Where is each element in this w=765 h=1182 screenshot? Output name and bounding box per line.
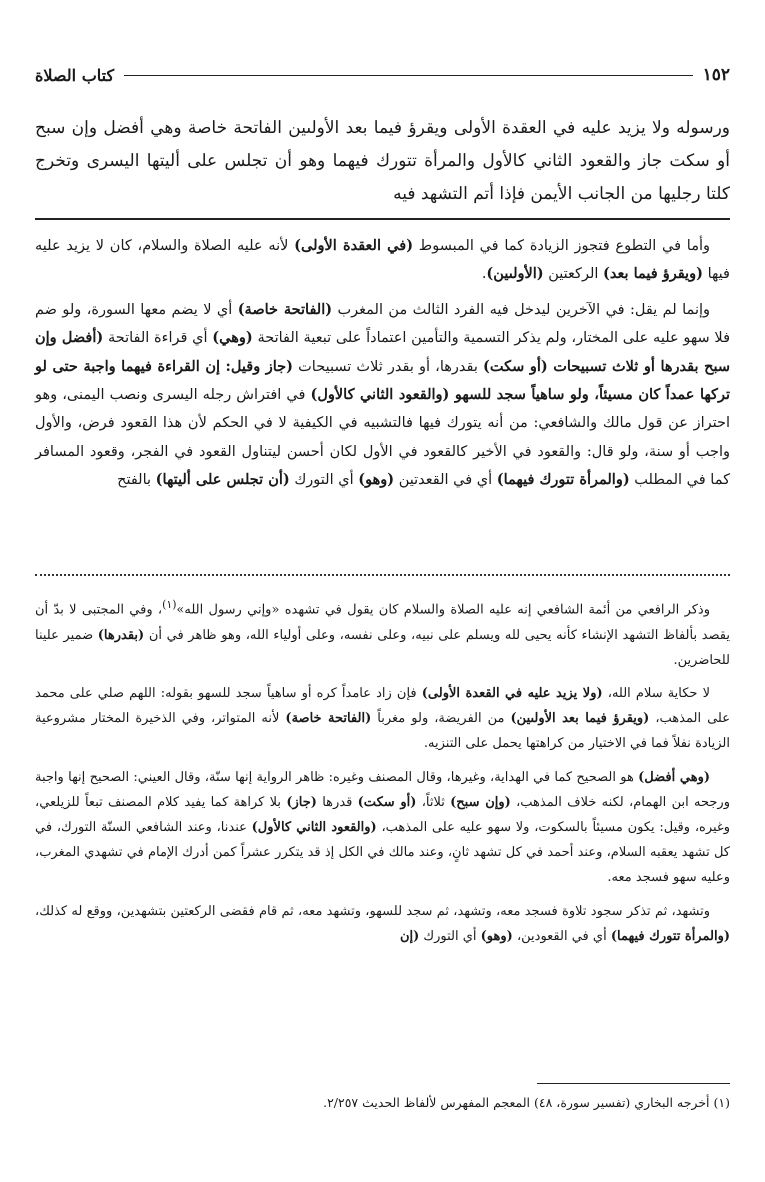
text-run: ضمير علينا للحاضرين. (35, 627, 730, 668)
emphasized-quote: (وهو) (358, 471, 395, 489)
emphasized-quote: (أفضل وإن سبح بقدرها أو ثلاث تسبيحات (أو سكت) (35, 329, 730, 375)
text-run: لأنه المتواتر، وفي الذخيرة المختار مشروعية الزيادة نفلاً فما في الاختيار من كراهتها يحمل على التنزيه. (35, 711, 730, 752)
text-run: أي التورك (289, 472, 359, 489)
emphasized-quote: (الأولىين) (486, 265, 544, 283)
page-header (35, 62, 730, 88)
text-run: أي قراءة الفاتحة (103, 330, 213, 347)
text-run: لأنه عليه الصلاة والسلام، كان لا يزيد عليه فيها (35, 238, 730, 283)
emphasized-quote: (ويقرؤ فيما بعد الأولىين) (510, 711, 650, 727)
commentary (35, 232, 730, 502)
text-run: هو الصحيح كما في الهداية، وغيرها، وقال المصنف وغيره: ظاهر الرواية إنها سنّة، وقال العيني: الصحيح إنها واجبة ورجحه ابن الهمام، لكنه خلاف المذهب، (35, 769, 730, 810)
emphasized-quote: (الفاتحة خاصة) (237, 300, 333, 318)
text-run: من الفريضة، ولو مغرباً (371, 711, 511, 727)
emphasized-quote: (إن (399, 928, 420, 944)
hashiya-paragraph (35, 765, 730, 891)
emphasized-quote: (والقعود الثاني كالأول) (251, 819, 377, 835)
text-run: الركعتين (543, 266, 604, 283)
text-run: ، وفي المجتبى لا بدّ أن يقصد بألفاظ التشهد الإنشاء كأنه يحيى لله ويسلم على نبيه، وعلى نفسه، وعلى أولياء الله، وهو ظاهر في أن (35, 602, 730, 643)
text-run: وأما في التطوع فتجوز الزيادة كما في المبسوط (413, 238, 711, 254)
text-run: بالفتح (117, 472, 156, 489)
text-run: ثلاثاً، (416, 794, 451, 810)
text-run: فإن زاد عامداً كره أو ساهياً سجد للسهو بقوله: اللهم صلي على محمد على المذهب، (35, 685, 730, 727)
text-run: في افتراش رجله اليسرى ونصب اليمنى، وهو احتراز عن قول مالك والشافعي: من أنه يتورك فيها فالتشبيه في الكيفية لا في الحكم لأن هذا القعود فرض، والأول واجب أو سنة، ولو قال: والقعود في الأخير كالقعود في الأول لكان أحسن ليتناول القعود في الفجر، وقعود المسافر كما في المطلب (35, 387, 730, 489)
text-run: بلا كراهة كما يفيد كلام المصنف تبعاً للزيلعي، وغيره، وقيل: يكون مسيئاً بالسكوت، ولا سهو عليه على المذهب، (35, 794, 730, 835)
hashiya-paragraph (35, 681, 730, 757)
text-run: أي لا يضم معها السورة، ولو ضم فلا سهو عليه على المختار، ولم يذكر التسمية والتأمين اعتماداً على تبعية الفاتحة (35, 301, 731, 347)
footnote: (١) أخرجه البخاري (تفسير سورة، ٤٨) المعجم المفهرس لألفاظ الحديث ٢/٢٥٧. (323, 1095, 730, 1110)
main-text-divider (35, 218, 730, 220)
emphasized-quote: (والمرأة تتورك فيهما) (496, 471, 630, 489)
book-title: كتاب الصلاة (35, 65, 115, 85)
emphasized-quote: (ولا يزيد عليه في القعدة الأولى) (421, 685, 603, 701)
emphasized-quote: (جاز وقيل: إن القراءة فيهما واجبة حتى لو تركها عمداً كان مسيئاً، ولو ساهياً سجد للسهو (والقعود الثاني كالأول) (35, 357, 730, 404)
hashiya-paragraph (35, 899, 730, 949)
marginal-notes (35, 592, 730, 957)
emphasized-quote: (ويقرؤ فيما بعد) (603, 265, 703, 283)
emphasized-quote: (أن تجلس على أليتها) (155, 471, 290, 489)
emphasized-quote: (وهو) (480, 928, 513, 944)
text-run: عندنا، وعند الشافعي السنّة التورك، في كل تشهد يعقبه السلام، وعند أحمد في كل تشهد ثانٍ، وعند مالك في الكل إذ قد يتكرر عشراً كمن أدرك الإمام في تشهدي المغرب، وعليه سهو فسجد معه. (35, 819, 730, 886)
commentary-divider (35, 574, 730, 576)
emphasized-quote: (الفاتحة خاصة) (285, 711, 372, 727)
text-run: وذكر الرافعي من أئمة الشافعي إنه عليه الصلاة والسلام كان يقول في تشهده «وإني رسول الله» (176, 602, 710, 618)
footnote-marker: (١) (162, 598, 177, 611)
text-run: قدرها (316, 794, 358, 810)
main-text: ورسوله ولا يزيد عليه في العقدة الأولى ويقرؤ فيما بعد الأولىين الفاتحة خاصة وهي أفضل وإن سبح أو سكت جاز والقعود الثاني كالأول والمرأة تتورك فيهما وهو أن تجلس على أليتها اليسرى وتخرج كلتا رجليها من الجانب الأيمن فإذا أتم التشهد فيه (35, 118, 730, 204)
emphasized-quote: (وإن سبح) (450, 794, 511, 810)
emphasized-quote: (وهي) (212, 329, 253, 347)
text-run: وإنما لم يقل: في الآخرين ليدخل فيه الفرد الثالث من المغرب (332, 301, 711, 318)
text-run: أي في القعودين، (512, 928, 611, 944)
text-run: بقدرها، أو بقدر ثلاث تسبيحات (293, 358, 483, 375)
emphasized-quote: (في العقدة الأولى) (294, 237, 414, 254)
text-run: . (481, 266, 487, 283)
text-run: أي التورك (419, 928, 481, 944)
page-number: ١٥٢ (702, 65, 730, 85)
sharh-paragraph (35, 296, 730, 495)
text-run: وتشهد، ثم تذكر سجود تلاوة فسجد معه، وتشهد، ثم سجد للسهو، وتشهد معه، ثم قام فقضى الركعتين بتشهدين، ووقع له كذلك، (35, 903, 710, 919)
hashiya-paragraph (35, 592, 730, 673)
emphasized-quote: (والمرأة تتورك فيهما) (610, 928, 730, 944)
emphasized-quote: (جاز) (286, 794, 317, 810)
emphasized-quote: (بقدرها) (97, 627, 145, 643)
emphasized-quote: (وهي أفضل) (638, 769, 710, 785)
footnote-divider (537, 1083, 730, 1084)
emphasized-quote: (أو سكت) (357, 794, 417, 810)
header-rule (124, 75, 693, 76)
sharh-paragraph (35, 232, 730, 289)
text-run: أي في القعدتين (394, 472, 497, 489)
text-run: لا حكاية سلام الله، (602, 685, 710, 701)
